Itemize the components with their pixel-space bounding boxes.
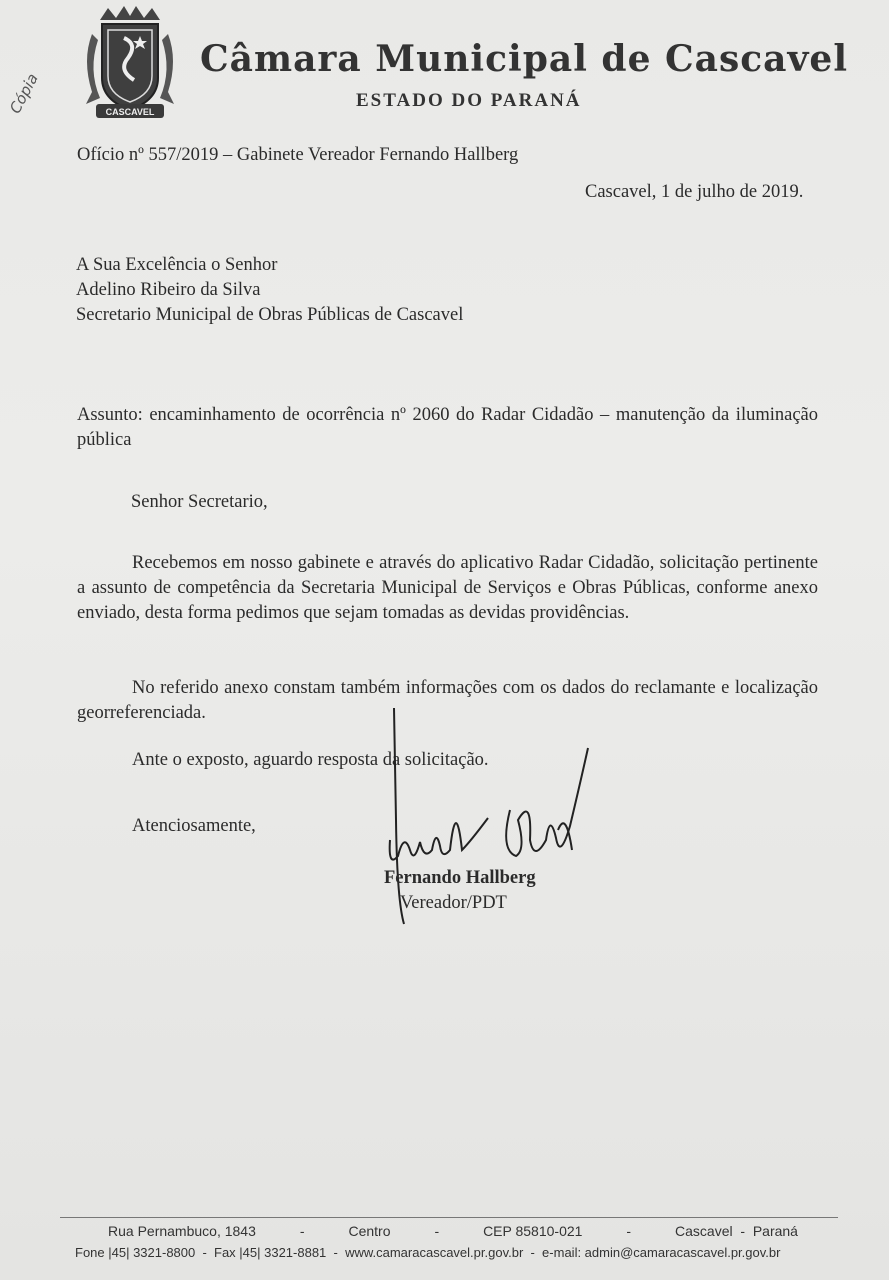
footer-city: Cascavel - Paraná [675,1223,798,1239]
footer-street: Rua Pernambuco, 1843 [108,1223,256,1239]
subject-line: Assunto: encaminhamento de ocorrência nº 2060 do Radar Cidadão – manutenção da iluminação pública [77,405,818,450]
closing: Atenciosamente, [132,816,256,836]
recipient-line: A Sua Excelência o Senhor [76,255,278,275]
signer-name: Fernando Hallberg [384,868,536,888]
footer-divider [60,1217,838,1218]
footer-district: Centro [348,1223,391,1239]
institution-subtitle: ESTADO DO PARANÁ [356,90,582,111]
footer-separator: - [434,1223,440,1239]
body-paragraph: No referido anexo constam também informações com os dados do reclamante e localização georreferenciada. [77,678,818,723]
footer-contacts: Fone |45| 3321-8800 - Fax |45| 3321-8881 - www.camaracascavel.pr.gov.br - e-mail: admin@camaracascavel.pr.gov.br [75,1245,781,1260]
recipient-name: Adelino Ribeiro da Silva [76,280,261,300]
footer-separator: - [299,1223,305,1239]
footer-separator: - [626,1223,632,1239]
document-reference: Ofício nº 557/2019 – Gabinete Vereador Fernando Hallberg [77,145,519,165]
salutation: Senhor Secretario, [131,492,268,512]
recipient-title: Secretario Municipal de Obras Públicas de Cascavel [76,305,464,325]
institution-title: Câmara Municipal de Cascavel [200,38,848,80]
crest-label: CASCAVEL [105,107,155,117]
footer-address [108,1223,798,1239]
document-date: Cascavel, 1 de julho de 2019. [585,182,804,202]
footer-cep: CEP 85810-021 [483,1223,583,1239]
closing-line: Ante o exposto, aguardo resposta da solicitação. [132,750,489,770]
handwritten-annotation: Cópia [6,70,42,117]
signer-role: Vereador/PDT [400,893,507,913]
coat-of-arms-logo [78,0,182,128]
recipient-block [76,253,463,328]
body-paragraph: Recebemos em nosso gabinete e através do aplicativo Radar Cidadão, solicitação pertinente a assunto de competência da Secretaria Municipal de Serviços e Obras Públicas, conforme anexo enviado, desta forma pedimos que sejam tomadas as devidas providências. [77,553,818,623]
